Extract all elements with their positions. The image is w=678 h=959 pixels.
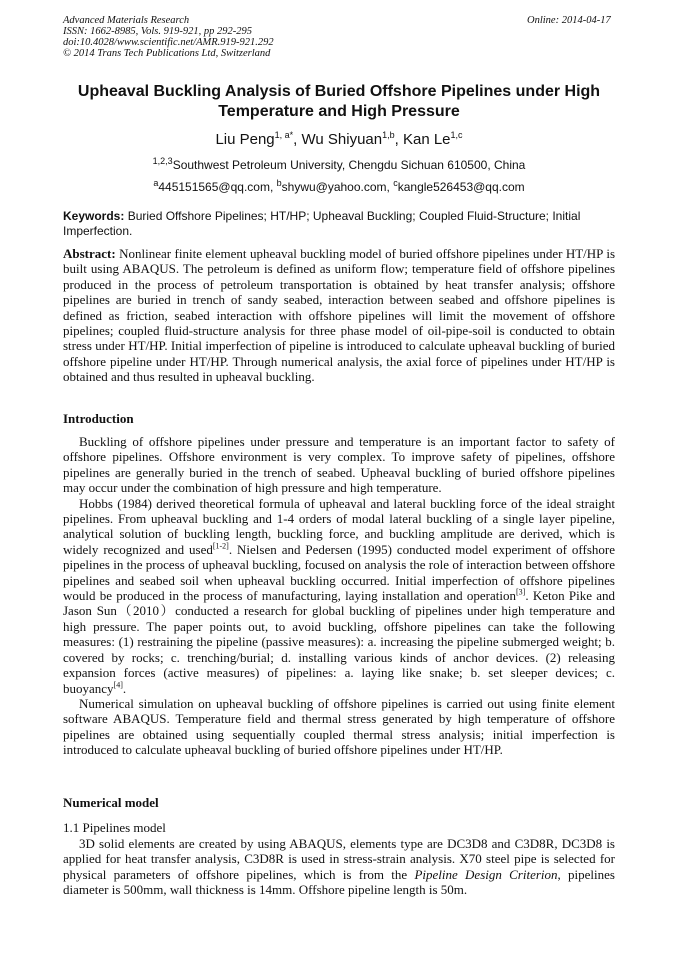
email-address[interactable]: kangle526453@qq.com bbox=[397, 180, 525, 194]
paragraph-text: . Keton Pike and Jason Sun（2010）conducted a research for global buckling of pipelines under high temperature and high pressure. The paper points out, to avoid buckling, offshore pipelines can take the following measures: (1) restraining the pipeline (passive measures): a. increasing the pipeline submerged weight; b. covered by rocks; c. trenching/burial; d. installing various kinds of anchor devices. (2) releasing expansion forces (active measures) of pipelines: a. laying like snake; b. set sleeper devices; c. buoyancy bbox=[63, 588, 615, 696]
paragraph bbox=[63, 496, 615, 696]
italic-reference: Pipeline Design Criterion bbox=[414, 866, 558, 882]
doi-line: doi:10.4028/www.scientific.net/AMR.919-921.292 bbox=[63, 37, 274, 48]
numerical-body bbox=[63, 836, 615, 898]
issn-line: ISSN: 1662-8985, Vols. 919-921, pp 292-295 bbox=[63, 26, 252, 37]
email-address[interactable]: shywu@yahoo.com bbox=[281, 180, 387, 194]
email-list bbox=[63, 180, 615, 195]
citation[interactable]: [4] bbox=[113, 680, 123, 690]
paragraph-text: , pipelines diameter is 500mm, wall thickness is 14mm. Offshore pipeline length is 50m. bbox=[63, 866, 615, 898]
affiliation bbox=[63, 158, 615, 173]
paragraph-text: . Nielsen and Pedersen (1995) conducted model experiment of offshore pipelines in the process of upheaval buckling, focused on analysis the role of interaction between offshore pipelines and seabed soil when upheaval buckling occurred. Initial imperfection of offshore pipelines would be produced in the process of manufacturing, laying installation and operation bbox=[63, 541, 615, 604]
paragraph: Numerical simulation on upheaval buckling of offshore pipelines is carried out using finite element software ABAQUS. Temperature field and thermal stress generated by high temperature of offshore pipelines are obtained using sequentially coupled thermal stress analysis; initial imperfection is introduced to calculate upheaval buckling of buried offshore pipelines under HT/HP. bbox=[63, 695, 615, 758]
author-list bbox=[63, 131, 615, 149]
paragraph-text: Hobbs (1984) derived theoretical formula of upheaval and lateral buckling force of the ideal straight pipelines. From upheaval buckling and 1-4 orders of modal lateral buckling of a single layer pipeline, analytical solution of buckling length, buckling force, and buckling amplitude are derived, which is widely recognized and used bbox=[63, 495, 615, 557]
author-name: Liu Peng bbox=[215, 131, 275, 148]
email-address[interactable]: 445151565@qq.com bbox=[158, 180, 270, 194]
journal-header bbox=[63, 15, 274, 59]
email-mark: a bbox=[153, 178, 159, 188]
section-heading-introduction: Introduction bbox=[63, 411, 134, 426]
paragraph-text: . bbox=[122, 680, 127, 696]
paragraph: Buckling of offshore pipelines under pressure and temperature is an important factor to safety of offshore pipelines. Offshore environment is very complex. To improve safety of pipelines, offshore pipelines are generally buried in the trench of seabed. Upheaval buckling of buried offshore pipelines may occur under the combination of high pressure and high temperature. bbox=[63, 434, 615, 496]
journal-name: Advanced Materials Research bbox=[63, 15, 190, 26]
email-mark: c bbox=[393, 178, 398, 188]
author-name: Kan Le bbox=[402, 131, 451, 148]
paragraph-text: 3D solid elements are created by using ABAQUS, elements type are DC3D8 and C3D8R, DC3D8 is applied for heat transfer analysis, C3D8R is used in stress-strain analysis. X70 steel pipe is selected for physical parameters of offshore pipelines, which is from the bbox=[63, 836, 615, 882]
keywords-block bbox=[63, 209, 615, 239]
abstract-label: Abstract: bbox=[63, 246, 116, 261]
paragraph bbox=[63, 836, 615, 898]
citation[interactable]: [1-2] bbox=[212, 541, 229, 551]
author-separator: , bbox=[394, 131, 403, 148]
keywords-text: Buried Offshore Pipelines; HT/HP; Upheaval Buckling; Coupled Fluid-Structure; Initial Imperfection. bbox=[63, 209, 581, 238]
author-affil-mark: 1, a* bbox=[274, 130, 294, 140]
author-separator: , bbox=[293, 131, 302, 148]
author-affil-mark: 1,c bbox=[450, 130, 463, 140]
online-date: Online: 2014-04-17 bbox=[527, 15, 611, 26]
keywords-label: Keywords: bbox=[63, 209, 125, 223]
abstract-block bbox=[63, 246, 615, 385]
abstract-text: Nonlinear finite element upheaval buckling model of buried offshore pipelines under HT/HP is built using ABAQUS. The petroleum is defined as uniform flow; temperature field of offshore pipelines produced in the process of petroleum transportation is obtained by heat transfer analysis; offshore pipelines are buried in trench of sandy seabed, interaction between seabed and offshore pipelines is defined as friction, seabed interaction with offshore pipelines will limit the movement of offshore pipelines; coupled fluid-structure analysis for three phase model of oil-pipe-soil is conducted to obtain stress under HT/HP. Initial imperfection of pipeline is introduced to calculate upheaval buckling of buried offshore pipeline under HT/HP. Through numerical analysis, the axial force of pipelines under HT/HP is obtained and thus resulted in upheaval buckling. bbox=[63, 246, 615, 385]
subsection-heading: 1.1 Pipelines model bbox=[63, 820, 166, 835]
section-heading-numerical-model: Numerical model bbox=[63, 795, 159, 810]
introduction-body bbox=[63, 434, 615, 758]
author-name: Wu Shiyuan bbox=[301, 131, 383, 148]
author-affil-mark: 1,b bbox=[382, 130, 395, 140]
affiliation-text: Southwest Petroleum University, Chengdu Sichuan 610500, China bbox=[172, 158, 526, 172]
affiliation-mark: 1,2,3 bbox=[152, 156, 173, 166]
email-mark: b bbox=[276, 178, 282, 188]
paper-title: Upheaval Buckling Analysis of Buried Offshore Pipelines under High Temperature and High Pressure bbox=[77, 83, 601, 120]
citation[interactable]: [3] bbox=[515, 587, 526, 597]
copyright-line: © 2014 Trans Tech Publications Ltd, Switzerland bbox=[63, 48, 271, 59]
email-separator: , bbox=[386, 180, 394, 194]
email-separator: , bbox=[269, 180, 277, 194]
